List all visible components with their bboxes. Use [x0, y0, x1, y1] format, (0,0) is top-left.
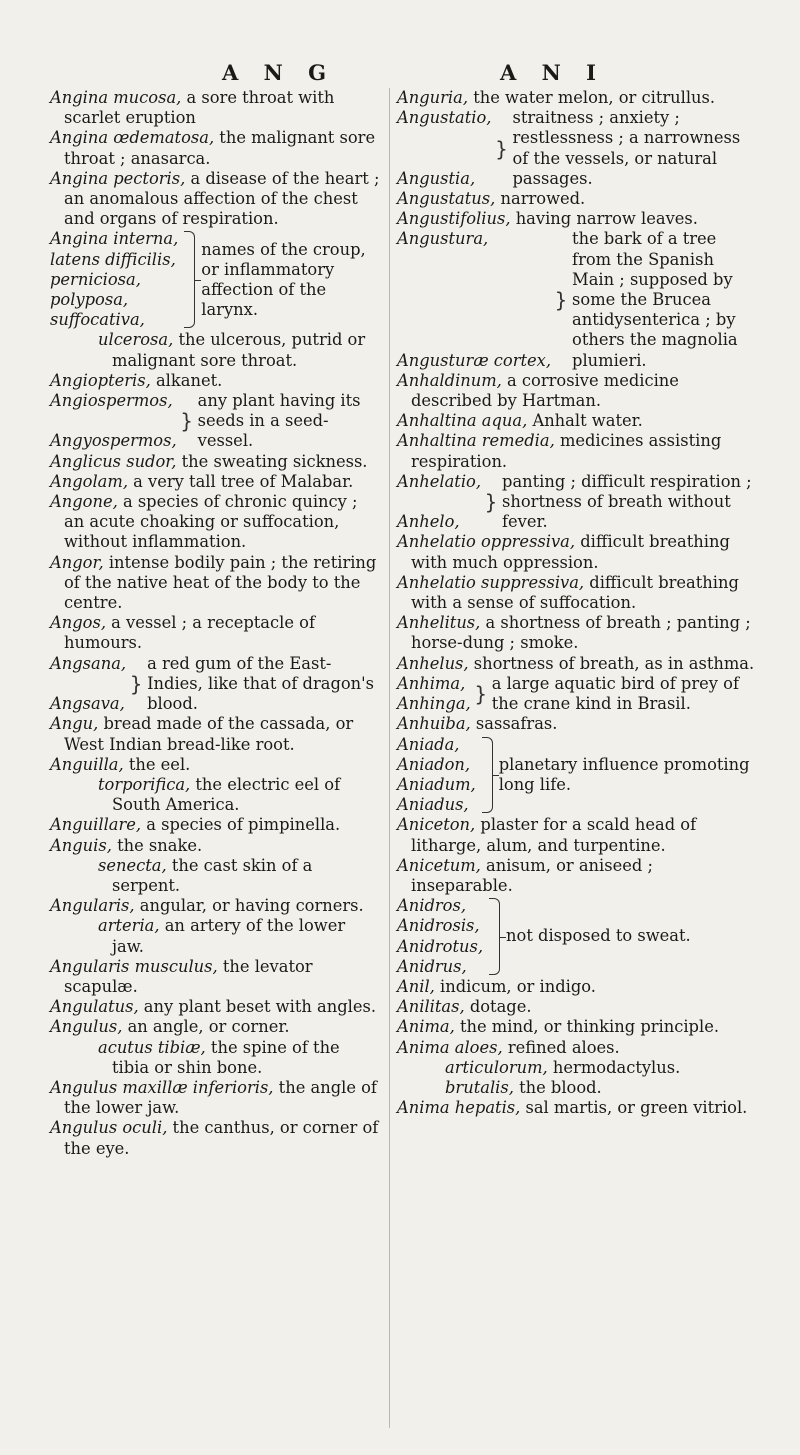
brace-icon: }: [129, 671, 143, 696]
dictionary-entry: [397, 815, 755, 855]
entry-term: Angustia,: [397, 168, 476, 188]
grouped-entry: [50, 229, 380, 330]
entry-definition: any plant beset with angles.: [138, 997, 377, 1017]
entry-term: Angulatus,: [50, 997, 139, 1017]
entry-term: brutalis,: [445, 1077, 514, 1097]
entry-definition: names of the croup, or inflammatory affection of the larynx.: [201, 239, 366, 320]
dictionary-entry: [50, 1118, 380, 1158]
entry-definition: anisum, or aniseed ; inseparable.: [411, 855, 653, 895]
dictionary-entry: [397, 189, 755, 209]
entry-definition: the ulcerous, putrid or malignant sore throat.: [112, 330, 366, 370]
dictionary-entry: [50, 452, 380, 472]
dictionary-entry: [397, 573, 755, 613]
entry-definition: indicum, or indigo.: [434, 976, 596, 996]
entry-term: suffocativa,: [50, 310, 145, 330]
dictionary-entry: [50, 613, 380, 653]
entry-definition: alkanet.: [150, 370, 223, 390]
entry-definition: the angle of the lower jaw.: [64, 1077, 377, 1118]
entry-term: Anidrosis,: [397, 916, 480, 936]
entry-definition: sal martis, or green vitriol.: [520, 1098, 748, 1118]
left-column: [50, 88, 380, 1159]
dictionary-entry: [50, 472, 380, 492]
sub-entry: [50, 856, 380, 896]
entry-definition: a large aquatic bird of prey of the crane kind in Brasil.: [491, 673, 739, 714]
entry-term: Angulus oculi,: [50, 1118, 168, 1138]
dictionary-entry: [50, 815, 380, 835]
entry-term: Angyospermos,: [50, 431, 177, 451]
sub-entry: [50, 1038, 380, 1078]
entry-definition: sassafras.: [470, 714, 558, 734]
dictionary-entry: [397, 613, 755, 653]
entry-term: Aniceton,: [397, 815, 476, 835]
entry-definition: the malignant sore throat ; anasarca.: [64, 128, 376, 168]
entry-term: Anguria,: [397, 88, 469, 107]
entry-term: Anima,: [397, 1017, 455, 1037]
entry-term: Anhaldinum,: [397, 370, 502, 390]
brace-icon: }: [474, 681, 488, 706]
entry-term: Anidrotus,: [397, 936, 484, 956]
entry-term: Anicetum,: [397, 855, 481, 875]
entry-definition: medicines assisting respiration.: [411, 431, 722, 471]
entry-term: latens difficilis,: [50, 249, 176, 269]
entry-term: Angor,: [50, 552, 104, 572]
dictionary-entry: [397, 371, 755, 411]
grouped-entry: [397, 472, 755, 533]
entry-term: Anhinga,: [397, 694, 471, 714]
entry-terms: [50, 229, 178, 330]
sub-entry: [50, 330, 380, 370]
dictionary-entry: [397, 856, 755, 896]
dictionary-entry: [397, 88, 755, 108]
entry-terms: [397, 674, 471, 714]
entry-term: Angiospermos,: [50, 391, 173, 411]
dictionary-entry: [50, 836, 380, 856]
entry-term: Angsava,: [50, 694, 125, 714]
entry-definition: the eel.: [123, 754, 191, 774]
grouped-entry: [50, 654, 380, 715]
entry-term: Anglicus sudor,: [50, 451, 177, 471]
entry-term: Anidros,: [397, 896, 466, 916]
dictionary-entry: [397, 654, 755, 674]
entry-term: Angularis musculus,: [50, 956, 218, 976]
entry-definition: plaster for a scald head of litharge, alum, and turpentine.: [411, 815, 697, 855]
entry-term: Anima hepatis,: [397, 1098, 521, 1118]
entry-definition: the levator scapulæ.: [64, 956, 313, 996]
entry-definition: bread made of the cassada, or West Indian bread-like root.: [64, 714, 354, 754]
entry-terms: [397, 896, 483, 977]
entry-definition: the electric eel of South America.: [112, 774, 341, 815]
brace-icon: [482, 737, 493, 814]
entry-definition: the canthus, or corner of the eye.: [64, 1118, 379, 1158]
entry-terms: [397, 108, 491, 189]
brace-icon: }: [180, 409, 193, 434]
entry-term: Anguis,: [50, 835, 112, 855]
entry-term: Anhelatio suppressiva,: [397, 572, 585, 592]
dictionary-entry: [397, 977, 755, 997]
dictionary-entry: [50, 755, 380, 775]
entry-definition: dotage.: [464, 997, 532, 1017]
entry-definition: the blood.: [513, 1077, 602, 1097]
sub-entry: [397, 1078, 755, 1098]
entry-term: Anhuiba,: [397, 714, 471, 734]
dictionary-entry: [50, 88, 380, 128]
entry-definition: planetary influence promoting long life.: [498, 754, 750, 794]
entry-definition: a vessel ; a receptacle of humours.: [64, 613, 315, 653]
entry-term: Anhelatio oppressiva,: [397, 532, 576, 552]
entry-term: Anguilla,: [50, 754, 124, 774]
sub-entry: [397, 1058, 755, 1078]
entry-term: perniciosa,: [50, 269, 141, 289]
entry-term: senecta,: [98, 855, 167, 875]
entry-definition: the snake.: [111, 835, 203, 855]
entry-definition: any plant having its seeds in a seed-vessel.: [197, 391, 361, 451]
entry-term: Angiopteris,: [50, 370, 151, 390]
entry-definition: difficult breathing with much oppression.: [411, 532, 730, 572]
entry-definition: a disease of the heart ; an anomalous affection of the chest and organs of respiration.: [64, 168, 380, 229]
entry-term: acutus tibiæ,: [98, 1037, 206, 1057]
dictionary-entry: [50, 896, 380, 916]
entry-term: Aniada,: [397, 734, 460, 754]
dictionary-entry: [50, 553, 380, 614]
entry-term: Angone,: [50, 492, 118, 512]
entry-definition: the cast skin of a serpent.: [112, 855, 313, 895]
dictionary-entry: [50, 1078, 380, 1118]
dictionary-entry: [50, 714, 380, 754]
entry-term: Aniadum,: [397, 774, 476, 794]
entry-term: Angusturæ cortex,: [397, 350, 552, 370]
entry-definition: a corrosive medicine described by Hartman.: [411, 370, 679, 411]
dictionary-entry: [50, 997, 380, 1017]
entry-term: Anhima,: [397, 673, 466, 693]
brace-icon: }: [484, 490, 498, 515]
entry-terms: [397, 735, 476, 816]
entry-definition: intense bodily pain ; the retiring of the native heat of the body to the centre.: [64, 552, 377, 613]
entry-definition: a shortness of breath ; panting ; horse-dung ; smoke.: [411, 613, 751, 653]
entry-term: Anil,: [397, 976, 435, 996]
entry-term: Anhaltina aqua,: [397, 411, 528, 431]
entry-term: Angina œdematosa,: [50, 128, 215, 148]
dictionary-entry: [50, 492, 380, 553]
column-rule: [389, 88, 390, 1428]
entry-term: Angina pectoris,: [50, 168, 186, 188]
entry-definition: narrowed.: [495, 189, 586, 209]
entry-definition: Anhalt water.: [527, 411, 643, 431]
entry-term: Angos,: [50, 613, 106, 633]
dictionary-entry: [397, 997, 755, 1017]
grouped-entry: [397, 229, 755, 370]
dictionary-entry: [397, 1017, 755, 1037]
entry-definition: the sweating sickness.: [176, 451, 368, 471]
sub-entry: [50, 916, 380, 956]
dictionary-entry: [397, 411, 755, 431]
entry-definition: panting ; difficult respiration ; shortness of breath without fever.: [502, 471, 752, 532]
entry-term: Angustatio,: [397, 108, 492, 128]
dictionary-entry: [50, 128, 380, 168]
entry-terms: [50, 391, 177, 452]
brace-icon: }: [495, 136, 508, 161]
grouped-entry: [397, 896, 755, 977]
entry-term: Angina mucosa,: [50, 88, 182, 107]
dictionary-entry: [50, 1017, 380, 1037]
entry-definition: an angle, or corner.: [122, 1017, 290, 1037]
entry-terms: [50, 654, 126, 715]
entry-term: Angustatus,: [397, 189, 496, 209]
entry-term: Angu,: [50, 714, 99, 734]
entry-definition: the mind, or thinking principle.: [454, 1017, 720, 1037]
entry-term: Aniadon,: [397, 754, 471, 774]
entry-term: Angulus,: [50, 1017, 123, 1037]
entry-term: Angina interna,: [50, 229, 179, 249]
entry-definition: hermodactylus.: [547, 1057, 681, 1077]
entry-definition: shortness of breath, as in asthma.: [468, 653, 755, 673]
left-running-head: A N G: [222, 60, 336, 85]
entry-term: Anilitas,: [397, 997, 465, 1017]
entry-definition: angular, or having corners.: [134, 896, 364, 916]
entry-term: ulcerosa,: [98, 330, 174, 350]
entry-term: Angularis,: [50, 896, 135, 916]
dictionary-entry: [50, 957, 380, 997]
entry-term: Anhaltina remedia,: [397, 431, 555, 451]
entry-term: torporifica,: [98, 774, 191, 794]
entry-definition: not disposed to sweat.: [506, 926, 691, 946]
entry-term: Anguillare,: [50, 815, 142, 835]
right-running-head: A N I: [500, 60, 605, 85]
entry-definition: a sore throat with scarlet eruption: [64, 88, 335, 128]
entry-term: arteria,: [98, 916, 160, 936]
entry-definition: the water melon, or citrullus.: [468, 88, 716, 107]
entry-term: Angolam,: [50, 471, 128, 491]
entry-definition: refined aloes.: [502, 1037, 620, 1057]
brace-icon: [184, 231, 195, 328]
dictionary-entry: [50, 169, 380, 230]
entry-definition: a red gum of the East-Indies, like that of dragon's blood.: [147, 653, 374, 714]
entry-term: Angustifolius,: [397, 209, 511, 229]
sub-entry: [50, 775, 380, 815]
entry-term: Anhelitus,: [397, 613, 481, 633]
entry-term: Anhelo,: [397, 512, 460, 532]
entry-definition: an artery of the lower jaw.: [112, 916, 346, 956]
entry-term: Anidrus,: [397, 956, 467, 976]
entry-definition: a species of chronic quincy ; an acute choaking or suffocation, without inflammation.: [64, 492, 358, 552]
entry-terms: [397, 472, 481, 533]
entry-term: Anima aloes,: [397, 1037, 503, 1057]
entry-definition: having narrow leaves.: [510, 209, 698, 229]
entry-definition: the bark of a tree from the Spanish Main ; supposed by some the Brucea antidysenterica ; by others the magnolia plumieri.: [572, 229, 738, 370]
dictionary-entry: [397, 209, 755, 229]
dictionary-entry: [397, 714, 755, 734]
entry-definition: straitness ; anxiety ; restlessness ; a narrowness of the vessels, or natural passages.: [512, 108, 741, 188]
entry-term: polyposa,: [50, 290, 129, 310]
right-column: [397, 88, 755, 1118]
dictionary-entry: [397, 532, 755, 572]
dictionary-entry: [397, 1098, 755, 1118]
entry-terms: [397, 229, 551, 370]
entry-definition: a very tall tree of Malabar.: [128, 471, 354, 491]
entry-term: Angsana,: [50, 653, 127, 673]
entry-term: Anhelus,: [397, 653, 469, 673]
dictionary-entry: [397, 1038, 755, 1058]
grouped-entry: [397, 735, 755, 816]
entry-term: Angulus maxillæ inferioris,: [50, 1077, 274, 1097]
entry-term: Anhelatio,: [397, 471, 482, 491]
dictionary-entry: [50, 371, 380, 391]
entry-term: Aniadus,: [397, 795, 469, 815]
brace-icon: [489, 898, 500, 975]
entry-definition: a species of pimpinella.: [141, 815, 341, 835]
entry-term: articulorum,: [445, 1057, 548, 1077]
entry-definition: the spine of the tibia or shin bone.: [112, 1037, 340, 1077]
grouped-entry: [397, 674, 755, 714]
grouped-entry: [50, 391, 380, 452]
dictionary-entry: [397, 431, 755, 471]
grouped-entry: [397, 108, 755, 189]
entry-term: Angustura,: [397, 229, 489, 249]
entry-definition: difficult breathing with a sense of suffocation.: [411, 572, 739, 613]
brace-icon: }: [554, 288, 568, 313]
